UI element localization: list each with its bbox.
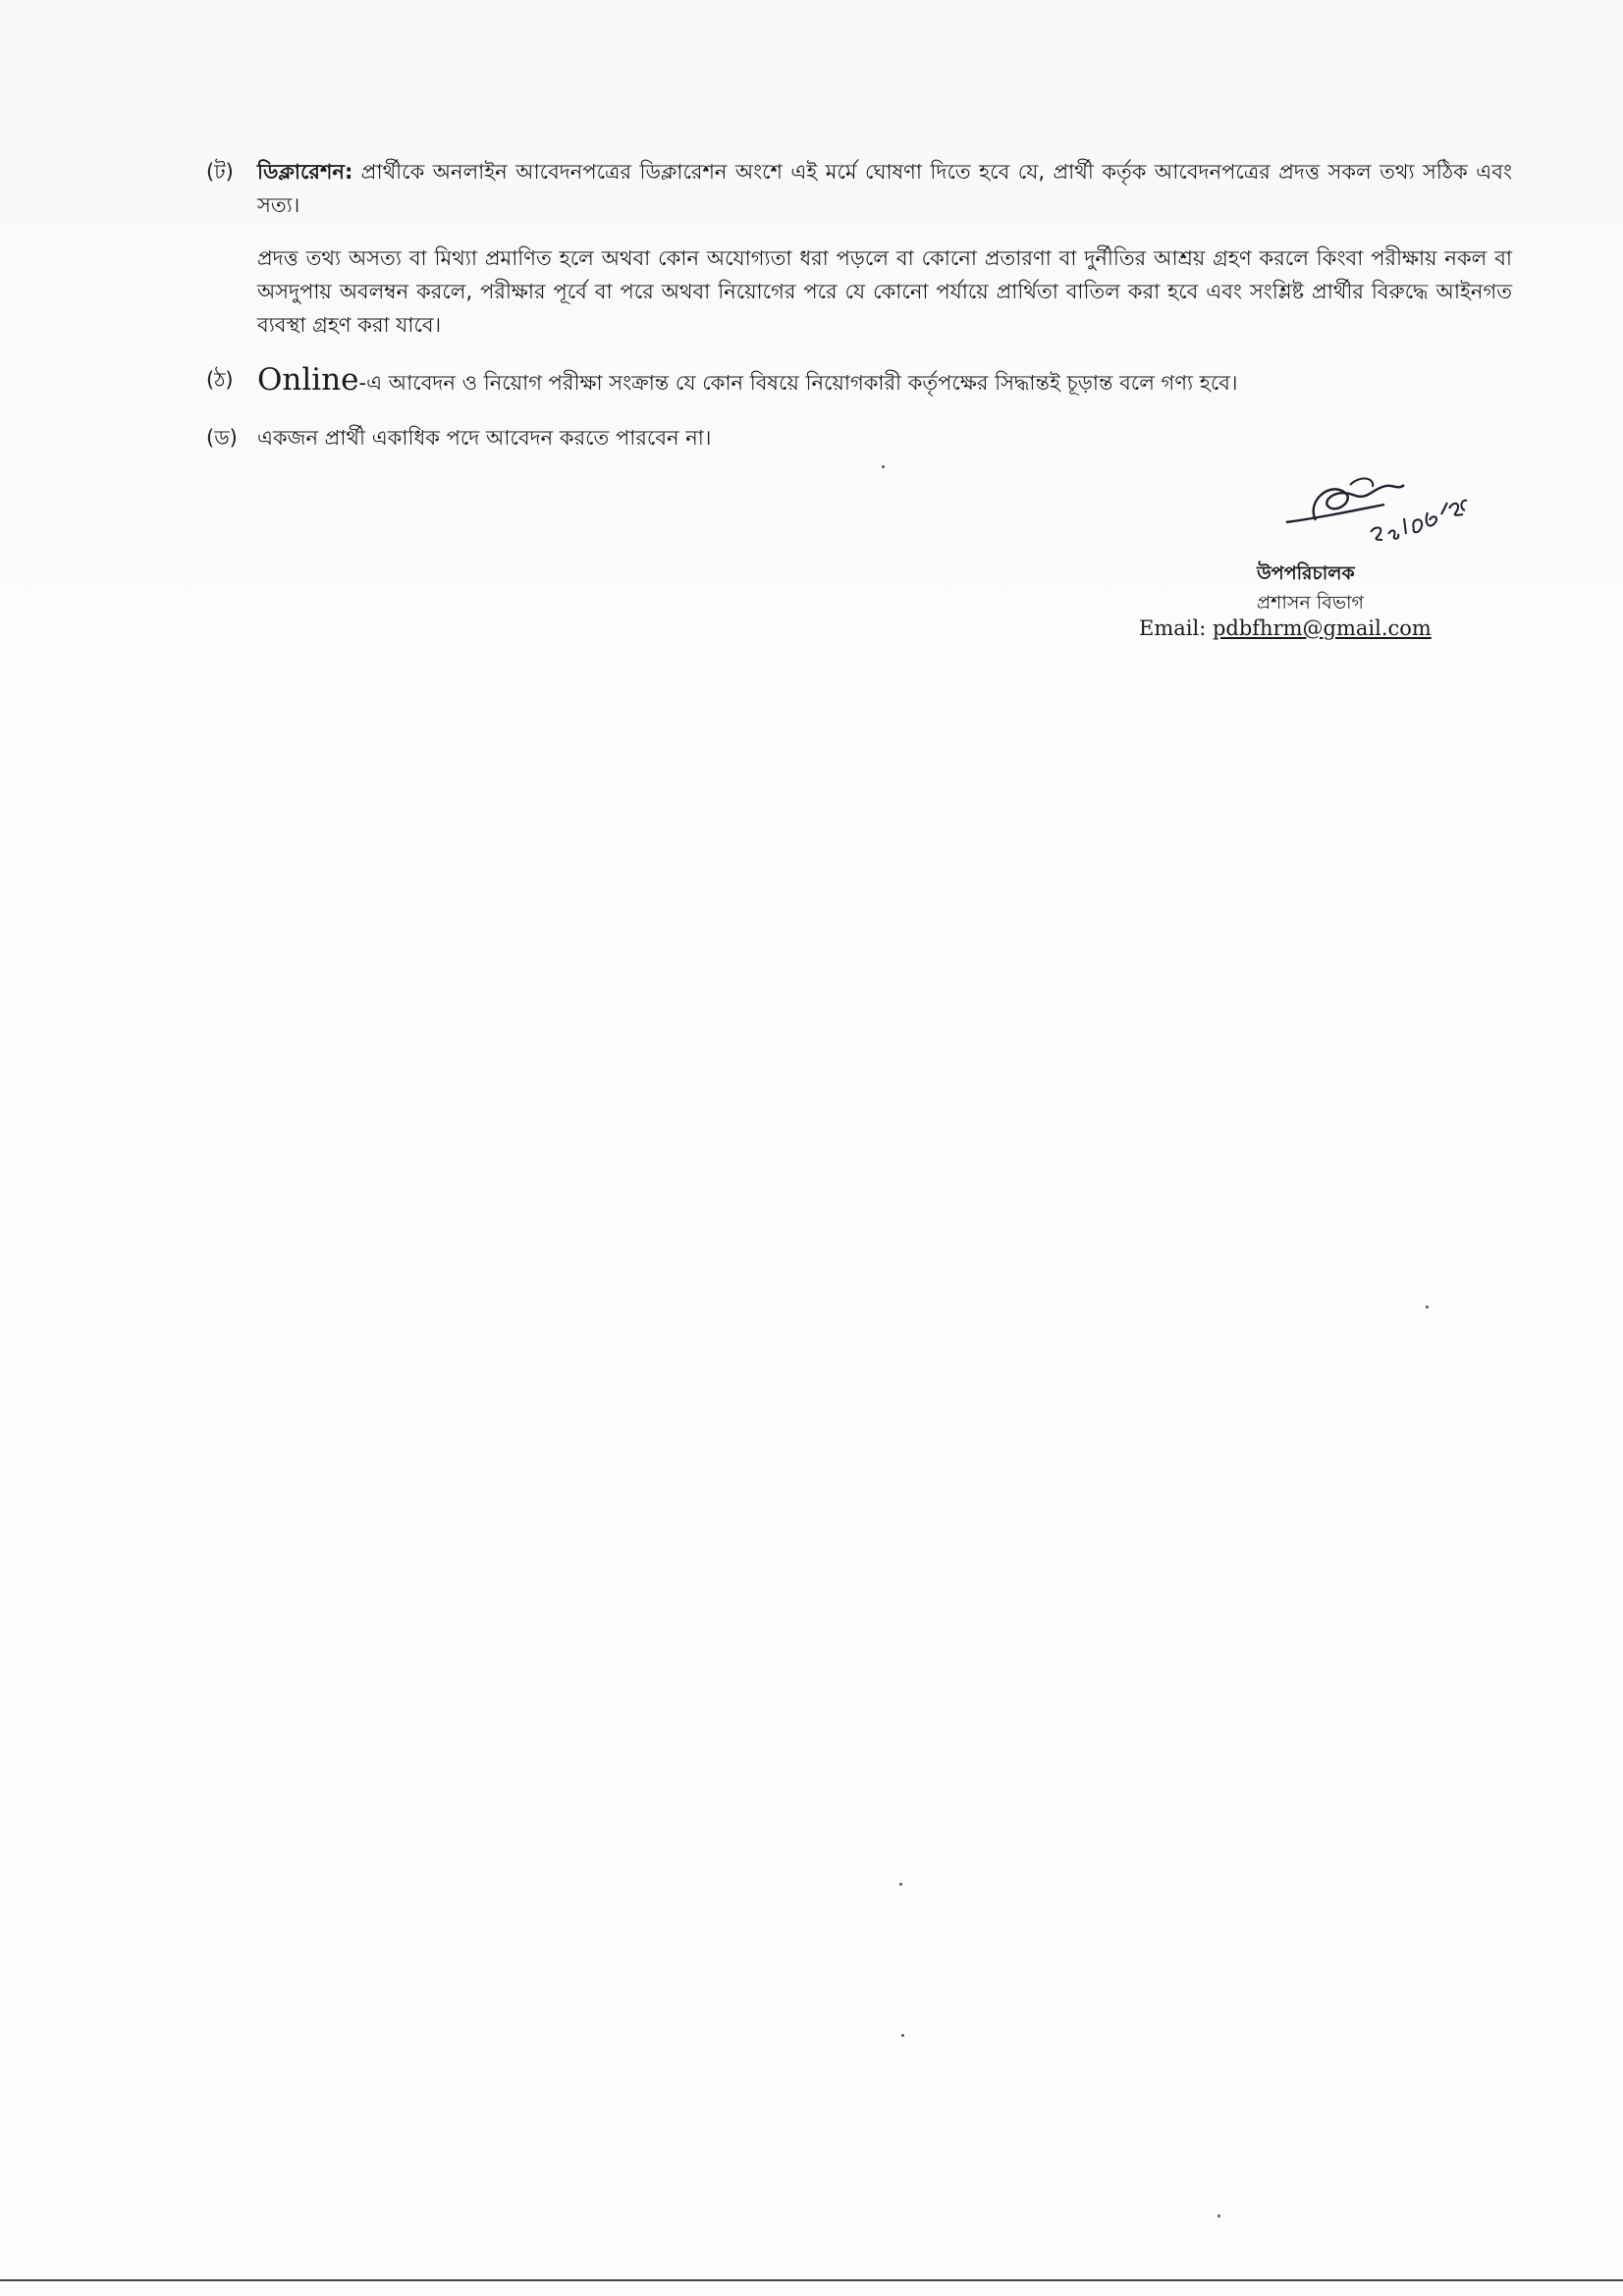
scan-speck: [1217, 2215, 1220, 2217]
document-body: [206, 155, 1512, 476]
scan-speck: [899, 1883, 902, 1886]
online-lead-word: Online: [257, 362, 359, 398]
clause-marker: (ঠ): [206, 368, 234, 392]
clause-marker: (ট): [206, 160, 234, 184]
clause-marker: (ড): [206, 426, 238, 450]
scan-speck: [1426, 1306, 1429, 1308]
clause-paragraph: [257, 363, 1512, 400]
handwritten-signature: [1276, 461, 1473, 560]
scan-speck: [901, 2034, 904, 2037]
signatory-email-line: [1139, 616, 1432, 640]
clause-text: প্রার্থীকে অনলাইন আবেদনপত্রের ডিক্লারেশন অংশে এই মর্মে ঘোষণা দিতে হবে যে, প্রার্থী কর্তৃক আবেদনপত্রের প্রদত্ত সকল তথ্য সঠিক এবং সত্য।: [257, 160, 1512, 217]
clause-da-single-post: [206, 421, 1512, 454]
clause-tha-online-decision: [206, 363, 1512, 400]
signatory-block: [1139, 461, 1453, 658]
clause-ta-declaration: [206, 155, 1512, 342]
email-address: pdbfhrm@gmail.com: [1212, 616, 1432, 640]
signatory-designation: উপপরিচালক: [1257, 562, 1355, 584]
clause-paragraph: একজন প্রার্থী একাধিক পদে আবেদন করতে পারবেন না।: [257, 426, 712, 450]
clause-heading: ডিক্লারেশন:: [257, 160, 353, 184]
scan-speck: [882, 465, 885, 468]
clause-paragraph: [257, 155, 1512, 222]
clause-paragraph-continued: প্রদত্ত তথ্য অসত্য বা মিথ্যা প্রমাণিত হলে অথবা কোন অযোগ্যতা ধরা পড়লে বা কোনো প্রতারণা বা দুর্নীতির আশ্রয় গ্রহণ করলে কিংবা পরীক্ষায় নকল বা অসদুপায় অবলম্বন করলে, পরীক্ষার পূর্বে বা পরে অথবা নিয়োগের পরে যে কোনো পর্যায়ে প্রার্থিতা বাতিল করা হবে এবং সংশ্লিষ্ট প্রার্থীর বিরুদ্ধে আইনগত ব্যবস্থা গ্রহণ করা যাবে।: [257, 246, 1512, 337]
page-bottom-edge: [0, 2279, 1623, 2281]
clause-text: -এ আবেদন ও নিয়োগ পরীক্ষা সংক্রান্ত যে কোন বিষয়ে নিয়োগকারী কর্তৃপক্ষের সিদ্ধান্তই চূড়ান্ত বলে গণ্য হবে।: [358, 371, 1238, 395]
signatory-department: প্রশাসন বিভাগ: [1257, 592, 1364, 614]
email-label: Email:: [1139, 616, 1213, 640]
